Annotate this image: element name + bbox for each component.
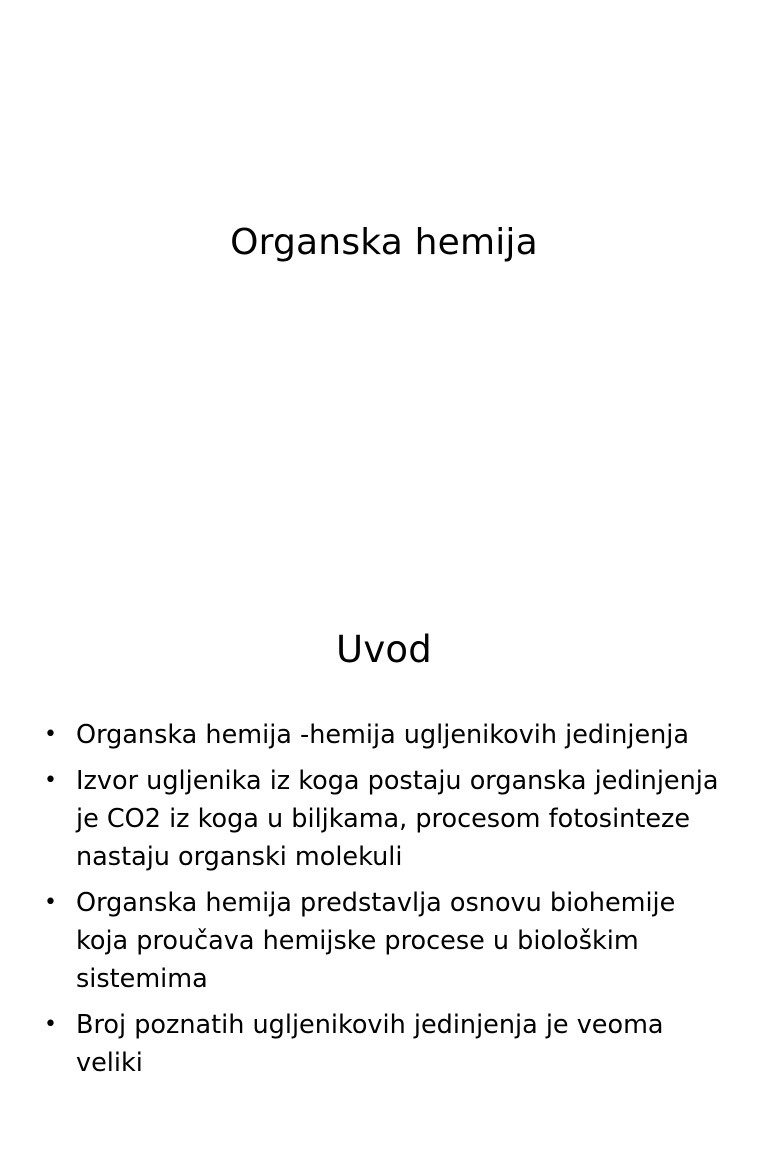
- bullet-text: Broj poznatih ugljenikovih jedinjenja je veoma veliki: [76, 1010, 664, 1078]
- content-slide: [0, 576, 768, 1152]
- slide-heading: Uvod: [336, 628, 432, 671]
- slide-title: Organska hemija: [230, 222, 538, 263]
- bullet-text: Organska hemija -hemija ugljenikovih jedinjenja: [76, 720, 690, 750]
- bullet-item: [42, 762, 732, 876]
- bullet-dot-icon: •: [44, 722, 57, 747]
- bullet-dot-icon: •: [44, 890, 57, 915]
- bullet-dot-icon: •: [44, 1012, 57, 1037]
- bullet-text: Izvor ugljenika iz koga postaju organska jedinjenja je CO2 iz koga u biljkama, procesom fotosinteze nastaju organski molekuli: [76, 766, 719, 872]
- bullet-item: [42, 1006, 732, 1082]
- bullet-item: [42, 884, 732, 998]
- bullet-item: [42, 716, 732, 754]
- bullet-text: Organska hemija predstavlja osnovu biohemije koja proučava hemijske procese u biološkim sistemima: [76, 888, 676, 994]
- bullet-dot-icon: •: [44, 768, 57, 793]
- bullet-list: [42, 716, 732, 1090]
